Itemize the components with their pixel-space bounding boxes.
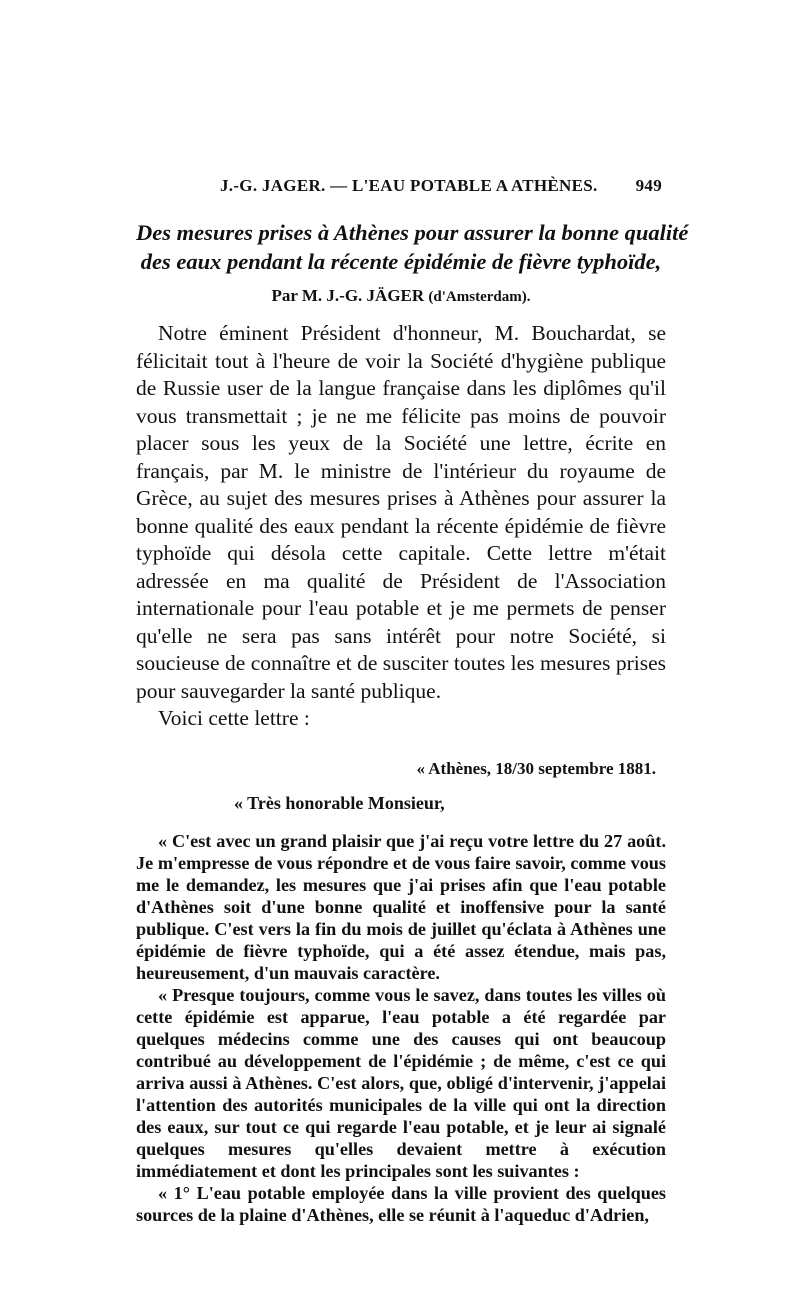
body-paragraph-2: Voici cette lettre : bbox=[158, 706, 310, 730]
letter-paragraph-2: « Presque toujours, comme vous le savez, dans toutes les villes où cette épidémie est apparue, l'eau potable a été regardée par quelques médecins comme une des causes qui ont beaucoup contribué au développement de l'épidémie ; de même, c'est ce qui arriva aussi à Athènes. C'est alors, que, obligé d'intervenir, j'appelai l'attention des autorités municipales de la ville qui ont la direction des eaux, sur tout ce qui regarde l'eau potable, et je leur ai signalé quelques mesures qu'elles devaient mettre à exécution immédiatement et dont les principales sont les suivantes : bbox=[136, 984, 666, 1181]
document-page bbox=[136, 170, 689, 1226]
body-paragraph-1: Notre éminent Président d'honneur, M. Bouchardat, se félicitait tout à l'heure de voir la Société d'hygiène publique de Russie user de la langue française dans les diplômes qu'il vous transmettait ; je ne me félicite pas moins de pouvoir placer sous les yeux de la Société une lettre, écrite en français, par M. le ministre de l'intérieur du royaume de Grèce, au sujet des mesures prises à Athènes pour assurer la bonne qualité des eaux pendant la récente épidémie de fièvre typhoïde qui désola cette capitale. Cette lettre m'était adressée en ma qualité de Président de l'Association internationale pour l'eau potable et je me permets de penser qu'elle ne sera pas sans intérêt pour notre Société, si soucieuse de connaître et de susciter toutes les mesures prises pour sauvegarder la santé publique. bbox=[136, 321, 666, 703]
letter-date: « Athènes, 18/30 septembre 1881. bbox=[416, 758, 656, 778]
letter-paragraph-3: « 1° L'eau potable employée dans la ville provient des quelques sources de la plaine d'Athènes, elle se réunit à l'aqueduc d'Adrien, bbox=[136, 1182, 666, 1225]
page-number: 949 bbox=[635, 176, 662, 195]
running-header bbox=[136, 170, 666, 204]
letter-paragraph-1: « C'est avec un grand plaisir que j'ai reçu votre lettre du 27 août. Je m'empresse de vous répondre et de vous faire savoir, comme vous me le demandez, les mesures que j'ai prises afin que l'eau potable d'Athènes soit d'une bonne qualité et inoffensive pour la santé publique. C'est vers la fin du mois de juillet qu'éclata à Athènes une épidémie de fièvre typhoïde, qui a été assez étendue, mais pas, heureusement, d'un mauvais caractère. bbox=[136, 830, 666, 983]
article-title bbox=[136, 218, 689, 276]
running-title: J.-G. JAGER. — L'EAU POTABLE A ATHÈNES. bbox=[220, 176, 598, 195]
article-title-line-2: des eaux pendant la récente épidémie de fièvre typhoïde, bbox=[140, 249, 662, 274]
byline-author: Par M. J.-G. JÄGER bbox=[271, 286, 429, 305]
letter-salutation: « Très honorable Monsieur, bbox=[234, 792, 445, 813]
byline-location: (d'Amsterdam). bbox=[428, 289, 531, 305]
article-title-line-1: Des mesures prises à Athènes pour assurer la bonne qualité bbox=[136, 220, 689, 245]
byline bbox=[136, 286, 666, 306]
